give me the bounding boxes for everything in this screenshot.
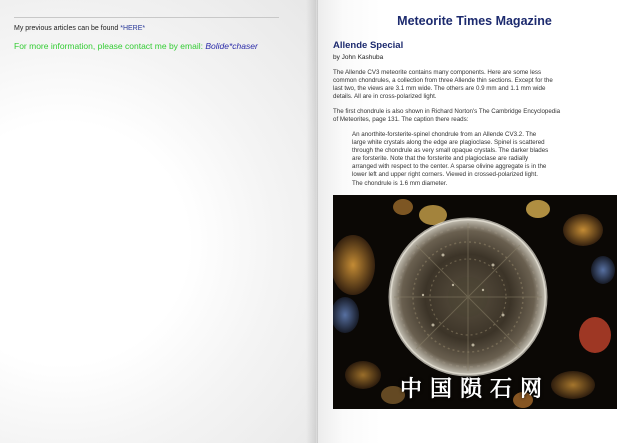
text-line: through the chondrule as very small opaque crystals. The darker blades: [352, 147, 549, 155]
text-line: large white crystals along the edge are plagioclase. Spinel is scattered: [352, 139, 545, 147]
text-line: details. All are in cross-polarized light.: [333, 93, 437, 101]
text-line: are forsterite. Note that the forsterite and plagioclase are radially: [352, 155, 529, 163]
divider: [14, 17, 279, 18]
paragraph-1: [333, 69, 616, 101]
article-title: Allende Special: [333, 40, 404, 51]
chondrule-photo: [333, 195, 617, 409]
text-line: An anorthite-forsterite-spinel chondrule from an Allende CV3.2. The: [352, 131, 537, 138]
byline: by John Kashuba: [333, 54, 384, 61]
previous-articles-text: My previous articles can be found: [14, 25, 121, 32]
contact-text: For more information, please contact me by email:: [14, 41, 206, 51]
text-line: The chondrule is 1.6 mm diameter.: [352, 179, 448, 187]
text-line: lower left and upper right corners. Viewed in crossed-polarized light.: [352, 171, 538, 179]
caption-quote: [352, 131, 598, 188]
email-link[interactable]: Bolide*chaser: [205, 41, 258, 51]
watermark: 中国陨石网: [399, 377, 550, 402]
contact-line: [14, 41, 258, 51]
text-line: last two, the views are 3.1 mm wide. The others are 0.9 mm and 1.1 mm wide: [333, 85, 546, 93]
text-line: The Allende CV3 meteorite contains many components. Here are some less: [333, 69, 542, 76]
text-line: The first chondrule is also shown in Richard Norton's The Cambridge Encyclopedia: [333, 108, 561, 115]
paragraph-2: [333, 108, 616, 124]
text-line: common chondrules, a collection from three Allende thin sections. Except for the: [333, 77, 553, 85]
right-page: [318, 0, 631, 443]
here-link[interactable]: *HERE*: [120, 25, 146, 32]
magazine-title: Meteorite Times Magazine: [397, 14, 552, 28]
text-line: of Meteorites, page 131. The caption there reads:: [333, 116, 469, 124]
text-line: arranged with respect to the center. A sparse olivine aggregate is in the: [352, 163, 547, 171]
previous-articles-line: [14, 25, 145, 32]
